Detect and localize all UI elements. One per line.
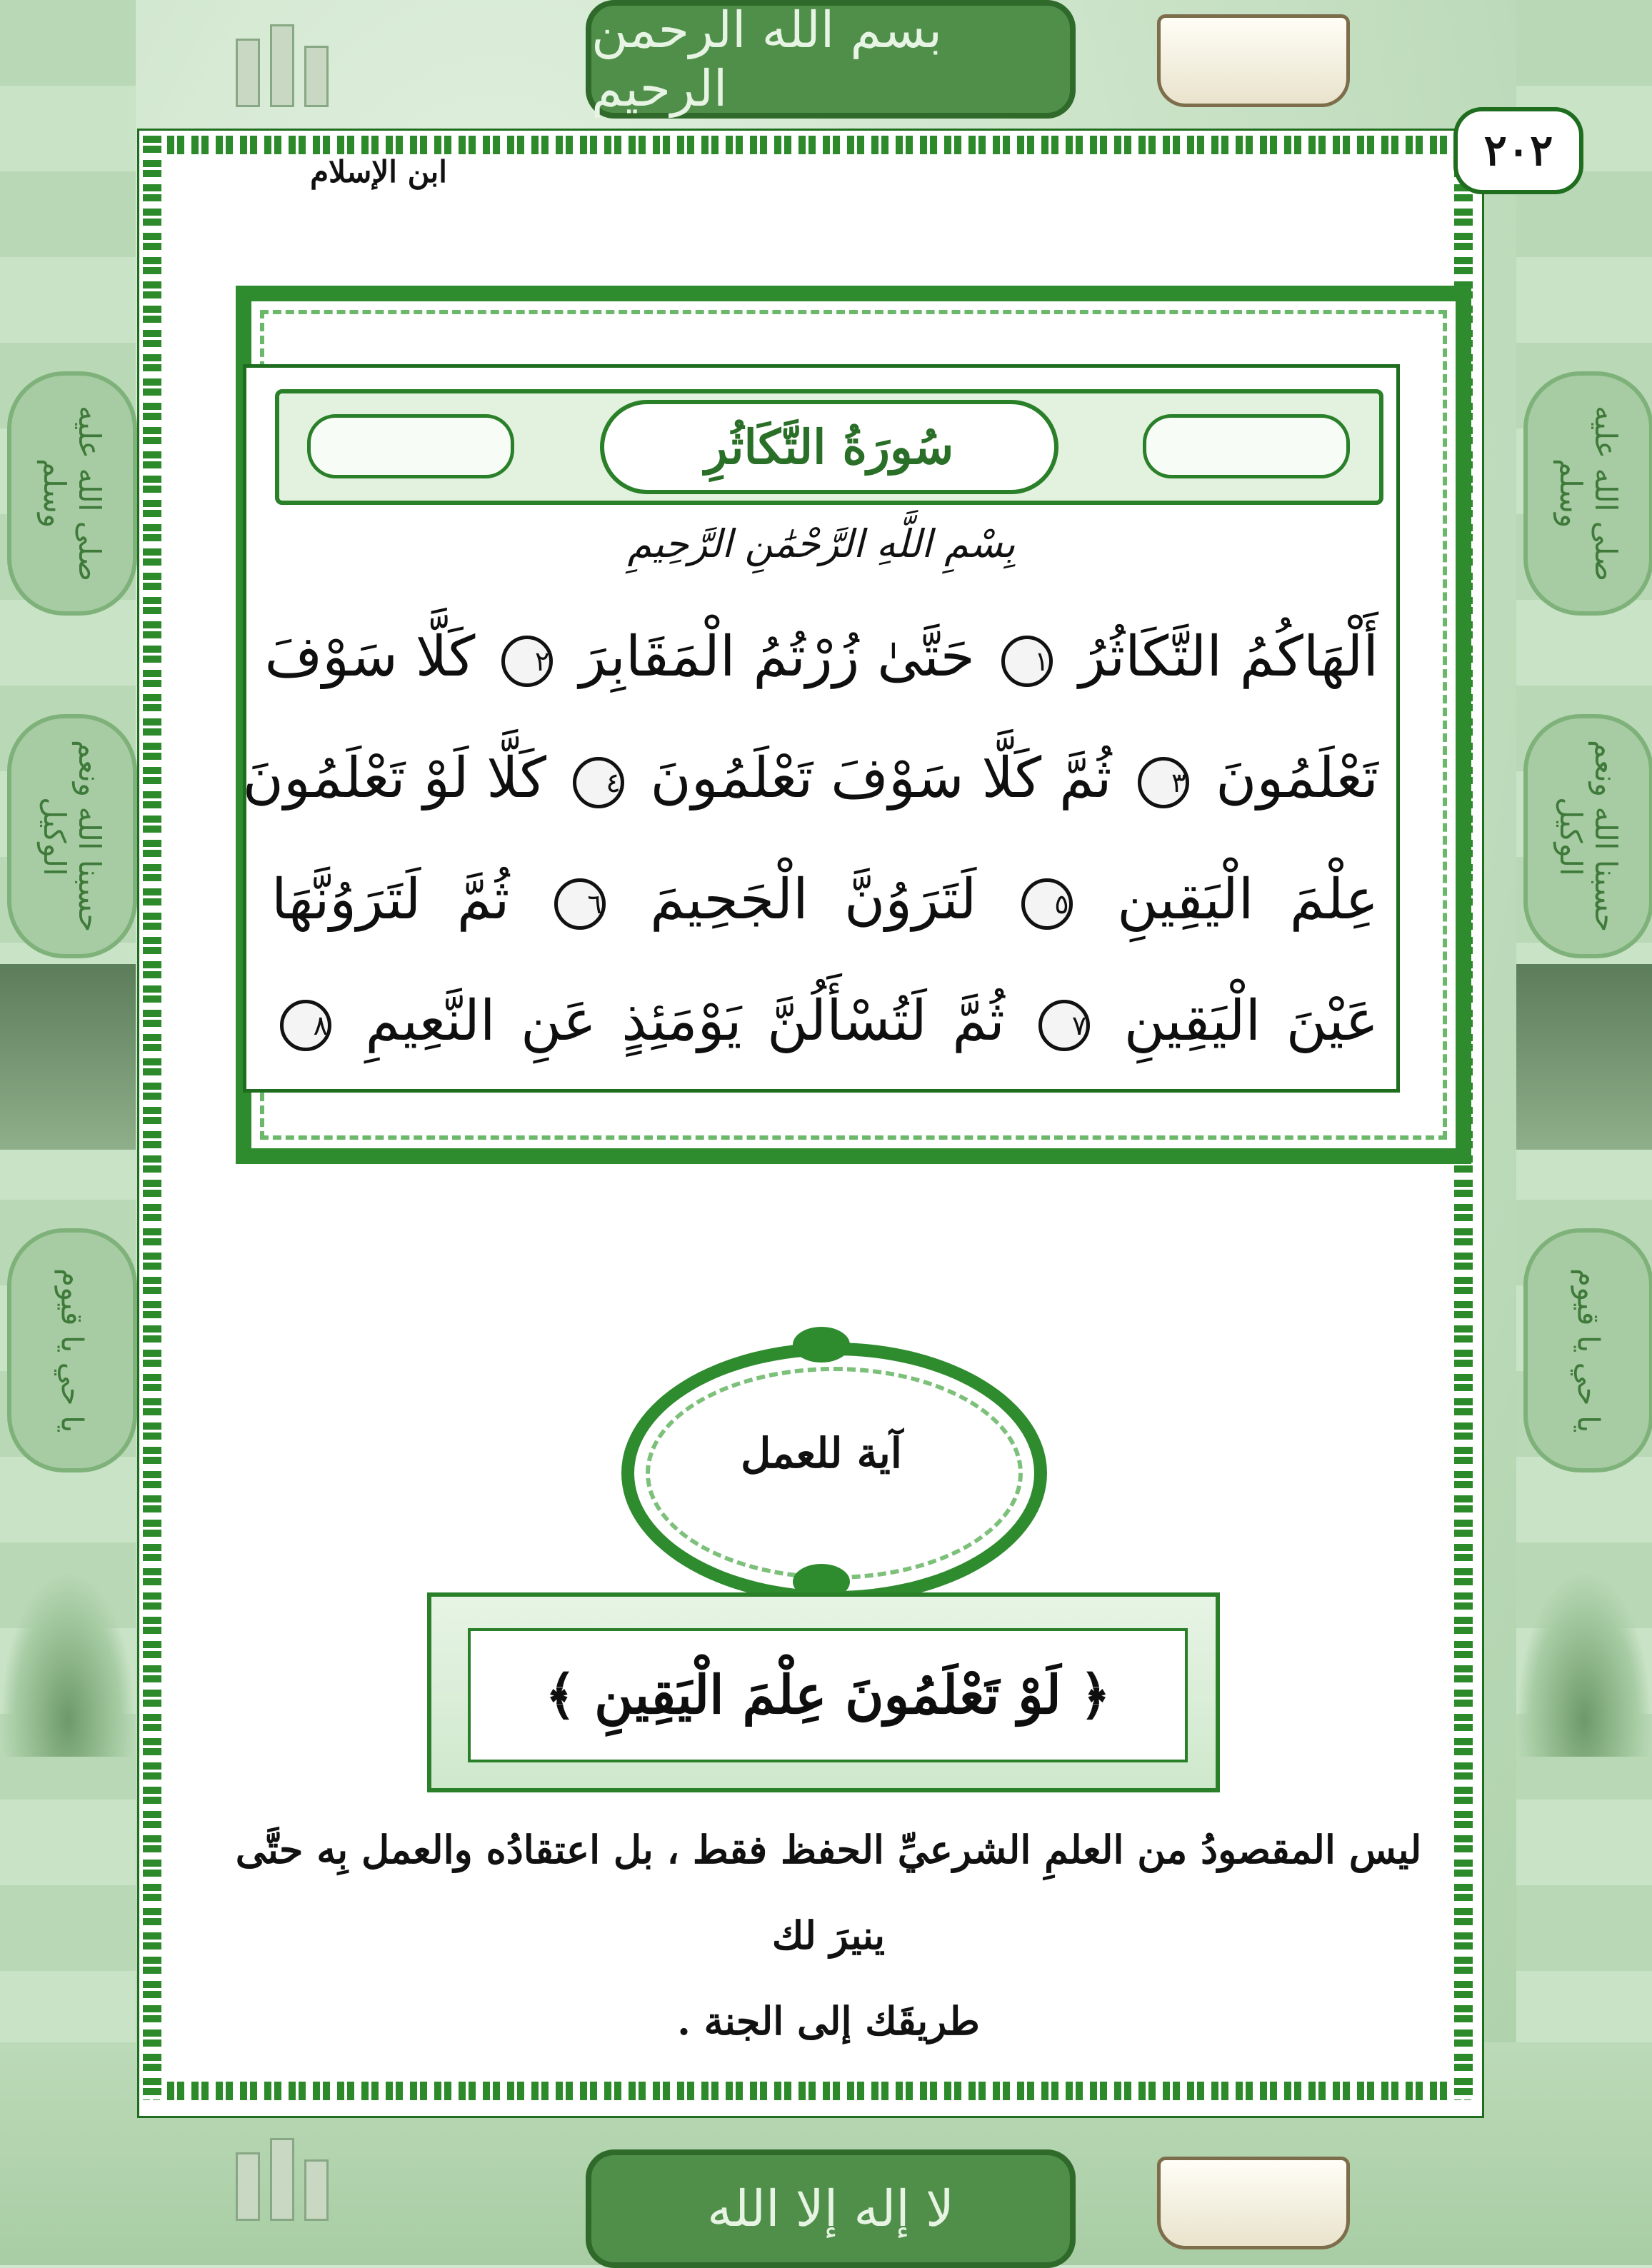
verse-text: ثُمَّ لَتَرَوُنَّهَا [271, 868, 510, 932]
medallion-leaf-top [793, 1327, 850, 1363]
basmala: بِسْمِ اللَّهِ الرَّحْمَٰنِ الرَّحِيمِ [627, 521, 1016, 566]
right-ornament-cartouche [1143, 414, 1350, 478]
bottom-candles-image [236, 2128, 343, 2221]
right-kaaba-image [1516, 964, 1652, 1150]
action-verse-quote: ﴿ لَوْ تَعْلَمُونَ عِلْمَ الْيَقِينِ ﴾ [468, 1628, 1188, 1762]
right-medallion-top: صلى الله عليه وسلم [1523, 371, 1652, 616]
verse-text: ثُمَّ لَتُسْأَلُنَّ يَوْمَئِذٍ عَنِ النَّعِيمِ [365, 989, 1005, 1053]
left-mosque-image [0, 1571, 136, 1757]
action-title: آية للعمل [741, 1429, 902, 1477]
verse-line-2 [242, 736, 1378, 821]
explanation-line-1: ليس المقصودُ من العلمِ الشرعيِّ الحفظ فقط ، بل اعتقادُه والعمل بِه حتَّى ينيرَ لك [235, 1827, 1422, 1958]
verse-line-1 [264, 614, 1378, 700]
ayah-number: ٥ [1021, 878, 1073, 930]
verse-text: عِلْمَ الْيَقِينِ [1117, 868, 1379, 932]
ayah-number: ٧ [1038, 1000, 1090, 1051]
right-calligraphy-low: يا حي يا قيوم [1523, 1228, 1652, 1472]
ayah-number: ٢ [501, 636, 553, 687]
verse-text: تَعْلَمُونَ [1216, 746, 1378, 811]
surah-title: سُورَةُ التَّكَاثُرِ [600, 400, 1058, 494]
left-calligraphy-low: يا حي يا قيوم [7, 1228, 137, 1472]
verse-line-4 [271, 978, 1378, 1064]
header-label: ابن الإسلام [310, 154, 447, 189]
bottom-shahada-banner: لا إله إلا الله [586, 2149, 1076, 2268]
bottom-open-book-image [1157, 2157, 1350, 2249]
left-calligraphy-mid: حسبنا الله ونعم الوكيل [7, 714, 137, 958]
verse-text: حَتَّىٰ زُرْتُمُ الْمَقَابِرَ [579, 625, 975, 689]
left-vine-border [143, 136, 161, 2099]
ayah-number: ٣ [1138, 757, 1189, 808]
left-medallion-top: صلى الله عليه وسلم [7, 371, 137, 616]
left-ornament-cartouche [307, 414, 514, 478]
verse-text: كَلَّا لَوْ تَعْلَمُونَ [242, 746, 546, 811]
verse-text: ثُمَّ كَلَّا سَوْفَ تَعْلَمُونَ [650, 746, 1112, 811]
right-mosque-image [1516, 1571, 1652, 1757]
ayah-number: ٦ [554, 878, 606, 930]
page-number: ٢٠٢ [1453, 107, 1583, 194]
verse-text: عَيْنَ الْيَقِينِ [1123, 989, 1379, 1053]
top-basmala-banner: بسم الله الرحمن الرحيم [586, 0, 1076, 119]
explanation-line-2: طريقَك إلى الجنة . [677, 1998, 980, 2044]
verse-text: كَلَّا سَوْفَ [264, 625, 476, 689]
verse-line-3 [271, 857, 1378, 943]
top-open-book-image [1157, 14, 1350, 107]
ayah-number: ١ [1001, 636, 1053, 687]
top-candles-image [236, 14, 343, 107]
ayah-number: ٨ [280, 1000, 331, 1051]
right-calligraphy-mid: حسبنا الله ونعم الوكيل [1523, 714, 1652, 958]
ayah-number: ٤ [573, 757, 624, 808]
verse-text: أَلْهَاكُمُ التَّكَاثُرُ [1078, 625, 1378, 689]
bottom-vine-border [143, 2082, 1471, 2100]
left-kaaba-image [0, 964, 136, 1150]
verse-text: لَتَرَوُنَّ الْجَحِيمَ [650, 868, 977, 932]
explanation-text [229, 1807, 1428, 2044]
